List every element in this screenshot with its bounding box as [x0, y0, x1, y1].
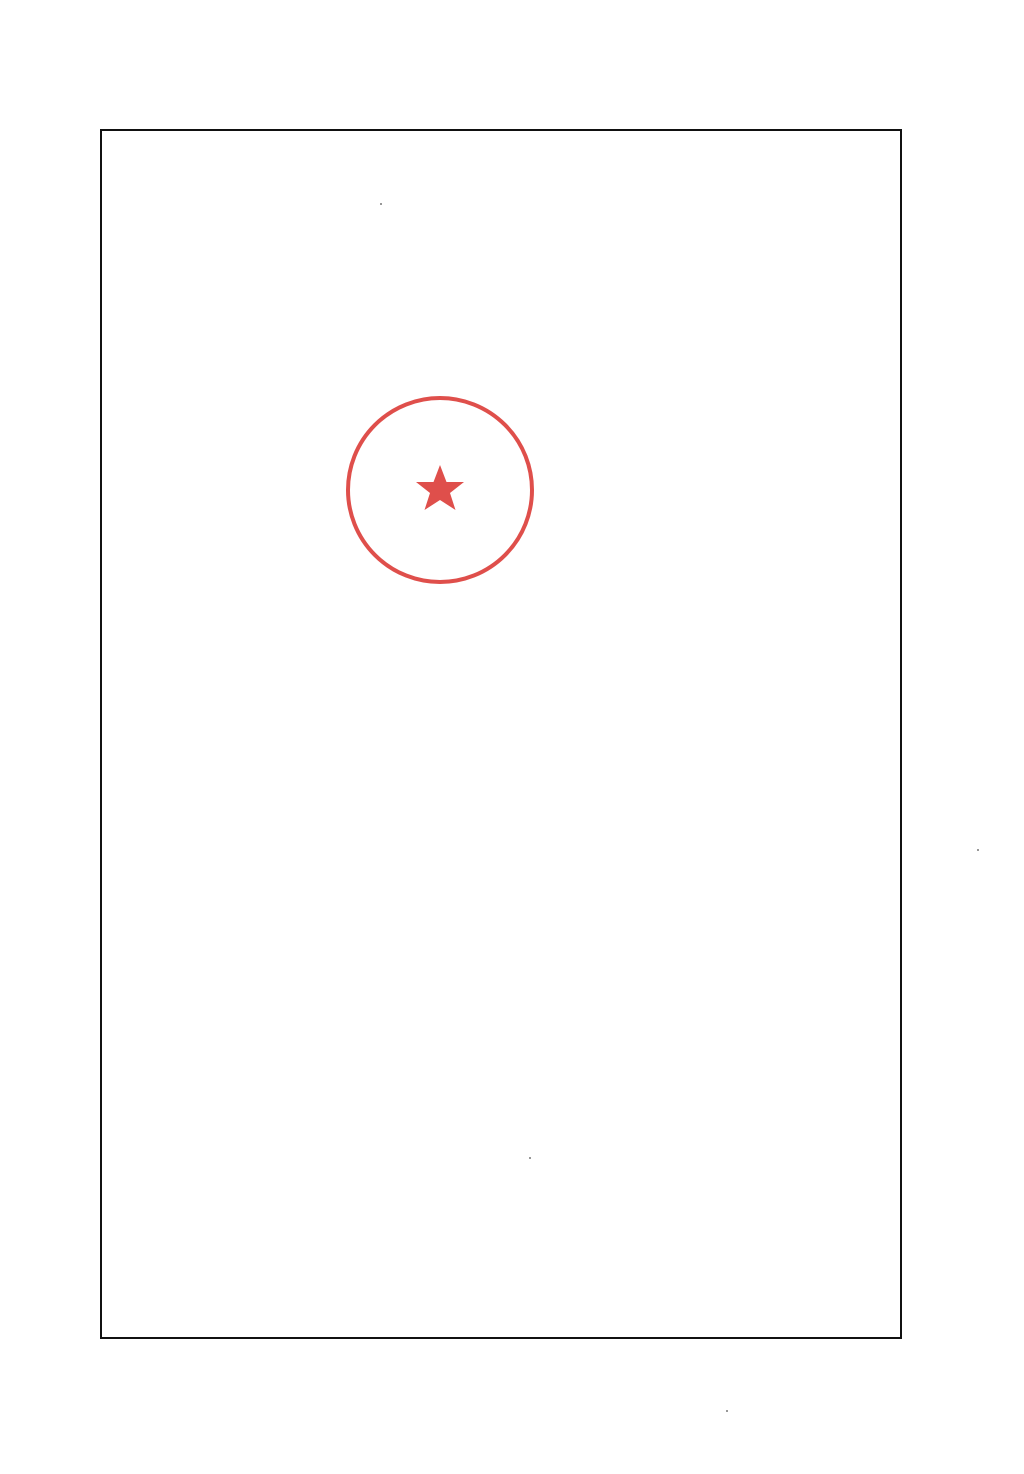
data-table — [100, 129, 902, 1339]
